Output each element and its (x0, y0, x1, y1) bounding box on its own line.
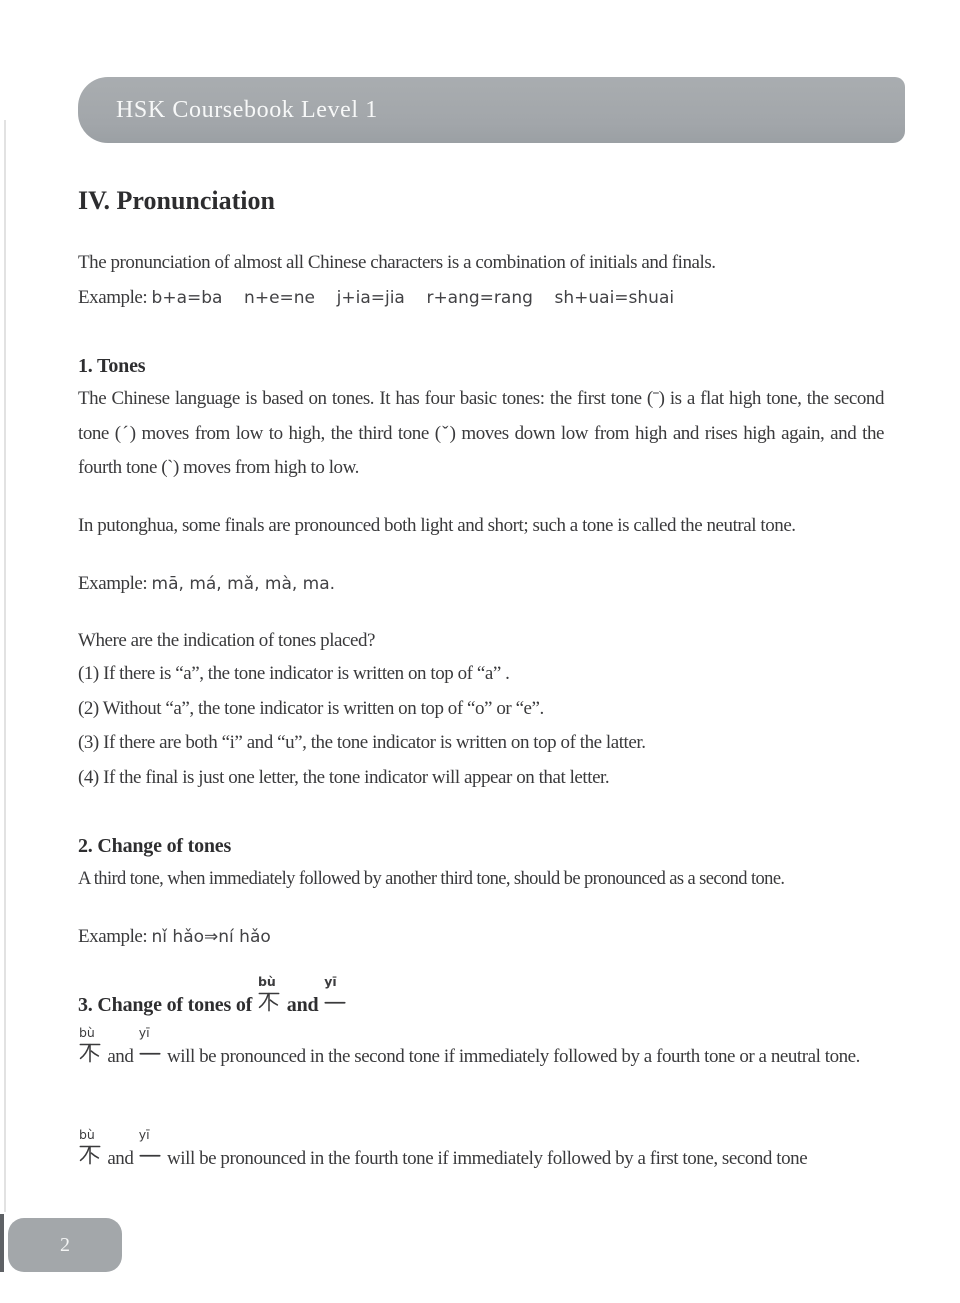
bu-yi-fourth-tone-rule (78, 1127, 884, 1177)
hanzi-bu-glyph (79, 1041, 101, 1063)
hanzi-yi-glyph (324, 990, 346, 1012)
nihao-pinyin: nǐ hǎo⇒ní hǎo (151, 927, 271, 947)
hanzi-bu-glyph (258, 990, 280, 1012)
yi-pinyin: yī (138, 1127, 150, 1142)
hanzi-yi (323, 974, 348, 1011)
tone-rule-4: (4) If the final is just one letter, the tone indicator will appear on that letter. (78, 766, 610, 788)
section-3-heading (78, 974, 884, 1023)
hanzi-bu (78, 1025, 103, 1062)
hanzi-yi (138, 1127, 163, 1164)
hanzi-yi-glyph (139, 1041, 161, 1063)
hanzi-bu (257, 974, 282, 1011)
bu-pinyin: bù (257, 974, 276, 989)
intro-example-pinyin: b+a=ba n+e=ne j+ia=jia r+ang=rang sh+uai=shuai (151, 288, 675, 308)
fourth-tone-rule-text: will be pronounced in the fourth tone if immediately followed by a first tone, second tone (167, 1148, 808, 1169)
intro-paragraph: The pronunciation of almost all Chinese characters is a combination of initials and finals. (78, 252, 716, 273)
chapter-header-banner (78, 77, 905, 143)
section-1-heading: 1. Tones (78, 355, 146, 377)
rule-and-word: and (107, 1046, 134, 1067)
tone-rule-1: (1) If there is “a”, the tone indicator is written on top of “a” . (78, 663, 510, 684)
hanzi-yi-glyph (139, 1143, 161, 1165)
tone-placement-question: Where are the indication of tones placed? (78, 630, 376, 651)
section-3-heading-text: 3. Change of tones of (78, 994, 253, 1016)
tones-example-line (78, 567, 884, 602)
ma-tones-pinyin: mā, má, mǎ, mà, ma. (151, 574, 336, 594)
third-tone-rule: A third tone, when immediately followed by another third tone, should be pronounced as a second tone. (78, 869, 785, 889)
page-number: 2 (60, 1233, 70, 1256)
hanzi-bu (78, 1127, 103, 1164)
yi-pinyin: yī (138, 1025, 150, 1040)
example-label: Example: (78, 287, 148, 308)
second-tone-rule-text: will be pronounced in the second tone if immediately followed by a fourth tone or a neutral tone. (167, 1046, 860, 1067)
heading-and-word: and (286, 994, 319, 1016)
page-title: IV. Pronunciation (78, 186, 275, 215)
change-example-line (78, 920, 884, 955)
intro-example-line (78, 281, 884, 316)
tone-rule-2: (2) Without “a”, the tone indicator is written on top of “o” or “e”. (78, 697, 544, 719)
neutral-tone-line: In putonghua, some finals are pronounced both light and short; such a tone is called the neutral tone. (78, 515, 796, 536)
bu-pinyin: bù (79, 1127, 95, 1142)
page-scan-edge (4, 120, 6, 1212)
rule-and-word: and (107, 1148, 134, 1169)
page-number-badge (8, 1218, 122, 1272)
bu-pinyin: bù (79, 1025, 95, 1040)
tones-paragraph: The Chinese language is based on tones. It has four basic tones: the first tone (ˉ) is a flat high tone, the second tone (ˊ) moves from low to high, the third tone (ˇ) moves down low from high and rises high again, and the fourth tone (ˋ) moves from high to low. (78, 388, 884, 478)
hanzi-yi (138, 1025, 163, 1062)
tone-placement-rules (78, 657, 884, 795)
yi-pinyin: yī (324, 974, 337, 989)
book-spine-edge (0, 1214, 4, 1272)
bu-yi-second-tone-rule (78, 1025, 884, 1110)
chapter-header-title: HSK Coursebook Level 1 (116, 96, 378, 123)
section-2-heading: 2. Change of tones (78, 835, 232, 857)
example-label: Example: (78, 926, 148, 947)
tone-rule-3: (3) If there are both “i” and “u”, the tone indicator is written on top of the latter. (78, 732, 646, 753)
example-label: Example: (78, 573, 148, 594)
hanzi-bu-glyph (79, 1143, 101, 1165)
